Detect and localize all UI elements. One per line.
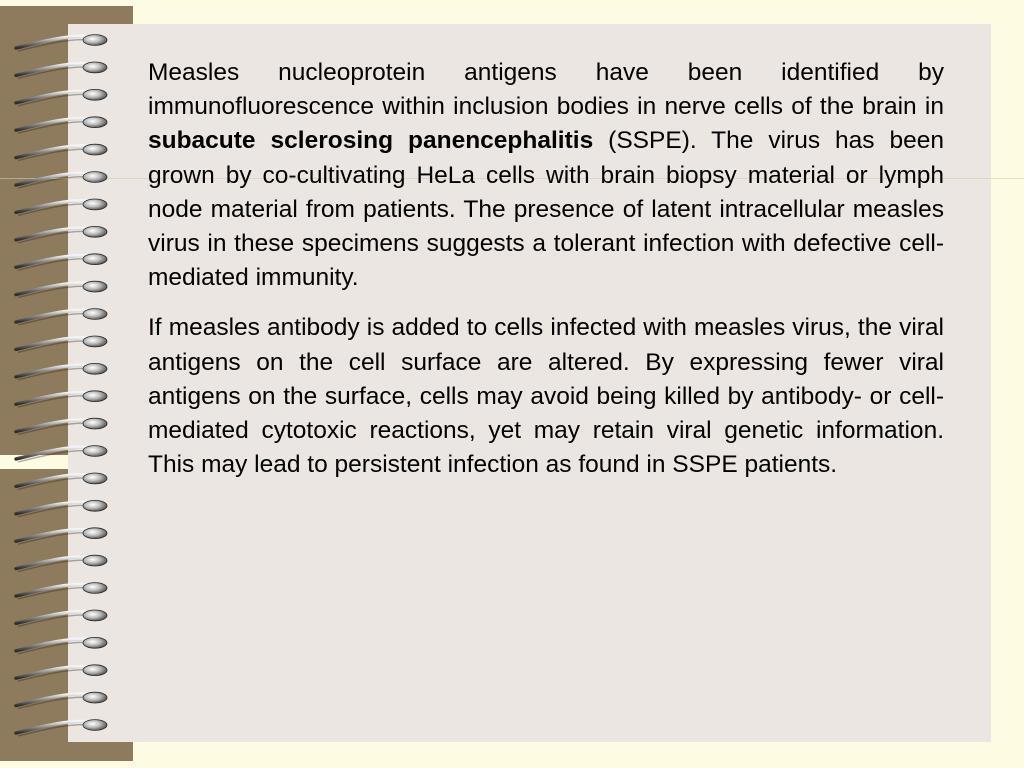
paragraph-1 [148,56,944,295]
spiral-ring [16,62,107,78]
spiral-ring [16,363,107,379]
spiral-ring [16,254,107,270]
paragraph-2: If measles antibody is added to cells infected with measles virus, the viral antigens on the cell surface are altered. By expressing fewer viral antigens on the surface, cells may avoid being killed by antibody- or cell-mediated cytotoxic reactions, yet may retain viral genetic information. This may lead to persistent infection as found in SSPE patients. [148,314,944,479]
spiral-ring [16,117,107,133]
spiral-ring [16,528,107,544]
spiral-ring [16,226,107,242]
spiral-ring [16,692,107,708]
spiral-ring [16,89,107,105]
spiral-ring [16,500,107,516]
spiral-ring [16,720,107,736]
paragraph-1-intro: Measles nucleoprotein antigens have been identified by immunofluorescence within inclusion bodies in nerve cells of the brain in [148,59,944,121]
spiral-ring [16,336,107,352]
spiral-ring [16,144,107,160]
spiral-ring [16,473,107,489]
spiral-ring [16,665,107,681]
spiral-ring [16,172,107,188]
spiral-ring [16,610,107,626]
spiral-ring [16,281,107,297]
spiral-ring [16,35,107,51]
slide-text-body [148,56,944,498]
spiral-ring [16,199,107,215]
paragraph-1-bold-term: subacute sclerosing panencephalitis [148,127,594,155]
spiral-ring [16,637,107,653]
spiral-ring [16,418,107,434]
spiral-ring [16,446,107,462]
paragraph-1-rest: (SSPE). The virus has been grown by co-cultivating HeLa cells with brain biopsy material or lymph node material from patients. The presence of latent intracellular measles virus in these specimens suggests a tolerant infection with defective cell-mediated immunity. [148,127,945,292]
spiral-binding-icon [0,0,133,768]
spiral-ring [16,309,107,325]
spiral-ring [16,583,107,599]
spiral-ring [16,555,107,571]
spiral-ring [16,391,107,407]
